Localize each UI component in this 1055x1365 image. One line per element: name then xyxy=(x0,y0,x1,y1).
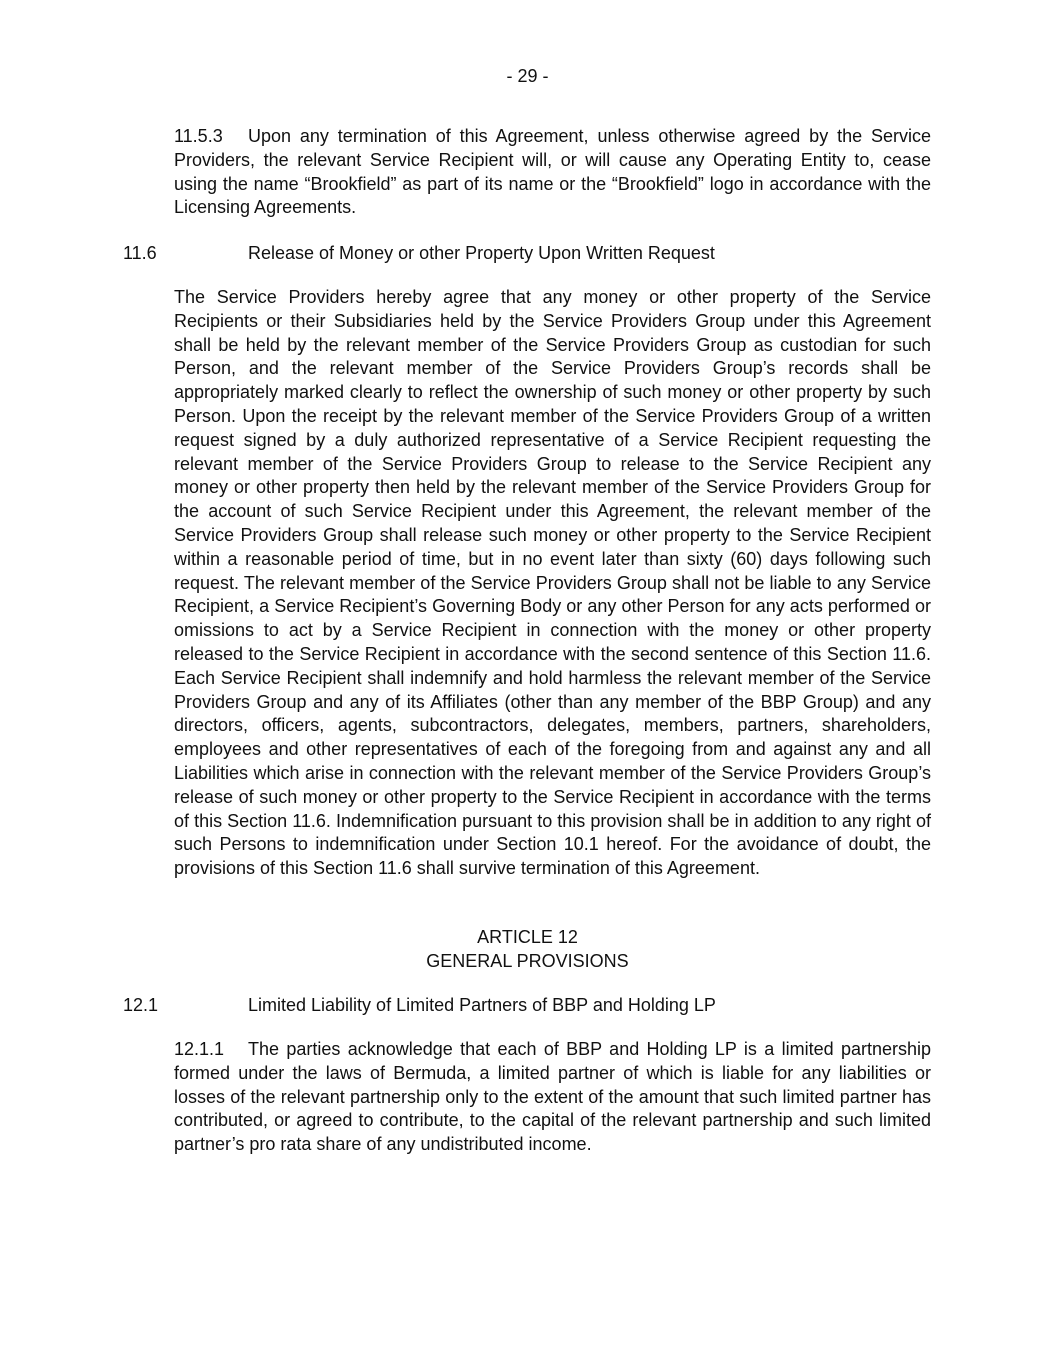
page-number: - 29 - xyxy=(506,66,549,86)
section-11-6-body: The Service Providers hereby agree that any money or other property of the Service Recipients or their Subsidiaries held by the Service Providers Group under this Agreement shall be held by the relevant member of the Service Providers Group as custodian for such Person, and the relevant member of the Service Providers Group’s records shall be appropriately marked clearly to reflect the ownership of such money or other property by such Person. Upon the receipt by the relevant member of the Service Providers Group of a written request signed by a duly authorized representative of a Service Recipient requesting the relevant member of the Service Providers Group to release to the Service Recipient any money or other property then held by the relevant member of the Service Providers Group for the account of such Service Recipient under this Agreement, the relevant member of the Service Providers Group shall release such money or other property to the Service Recipient within a reasonable period of time, but in no event later than sixty (60) days following such request. The relevant member of the Service Providers Group shall not be liable to any Service Recipient, a Service Recipient’s Governing Body or any other Person for any acts performed or omissions to act by a Service Recipient in connection with the money or other property released to the Service Recipient in accordance with the second sentence of this Section 11.6. Each Service Recipient shall indemnify and hold harmless the relevant member of the Service Providers Group and any of its Affiliates (other than any member of the BBP Group) and any directors, officers, agents, subcontractors, delegates, members, partners, shareholders, employees and other representatives of each of the foregoing from and against any and all Liabilities which arise in connection with the relevant member of the Service Providers Group’s release of such money or other property to the Service Recipient in accordance with the terms of this Section 11.6. Indemnification pursuant to this provision shall be in addition to any right of such Persons to indemnification under Section 10.1 hereof. For the avoidance of doubt, the provisions of this Section 11.6 shall survive termination of this Agreement. xyxy=(174,287,931,879)
section-11-5-3 xyxy=(174,125,931,220)
section-12-1-1-text: The parties acknowledge that each of BBP and Holding LP is a limited partnership formed under the laws of Bermuda, a limited partner of which is liable for any liabilities or losses of the relevant partnership only to the extent of the amount that such limited partner has contributed, or agreed to contribute, to the capital of the relevant partnership and such limited partner’s pro rata share of any undistributed income. xyxy=(174,1039,931,1155)
section-11-6-number: 11.6 xyxy=(123,243,157,263)
section-11-6-heading xyxy=(123,241,715,265)
article-12-label: ARTICLE 12 xyxy=(477,927,578,947)
section-11-5-3-text: Upon any termination of this Agreement, unless otherwise agreed by the Service Providers, the relevant Service Recipient will, or will cause any Operating Entity to, cease using the name “Brookfield” as part of its name or the “Brookfield” logo in accordance with the Licensing Agreements. xyxy=(174,126,931,218)
section-11-6-title: Release of Money or other Property Upon Written Request xyxy=(248,243,715,263)
section-11-5-3-number: 11.5.3 xyxy=(174,126,223,146)
section-12-1-1 xyxy=(174,1038,931,1157)
section-12-1-number: 12.1 xyxy=(123,995,159,1015)
section-12-1-title: Limited Liability of Limited Partners of BBP and Holding LP xyxy=(248,995,716,1015)
section-12-1-1-number: 12.1.1 xyxy=(174,1039,225,1059)
section-12-1-heading xyxy=(123,993,716,1017)
article-12-title: GENERAL PROVISIONS xyxy=(426,951,629,971)
